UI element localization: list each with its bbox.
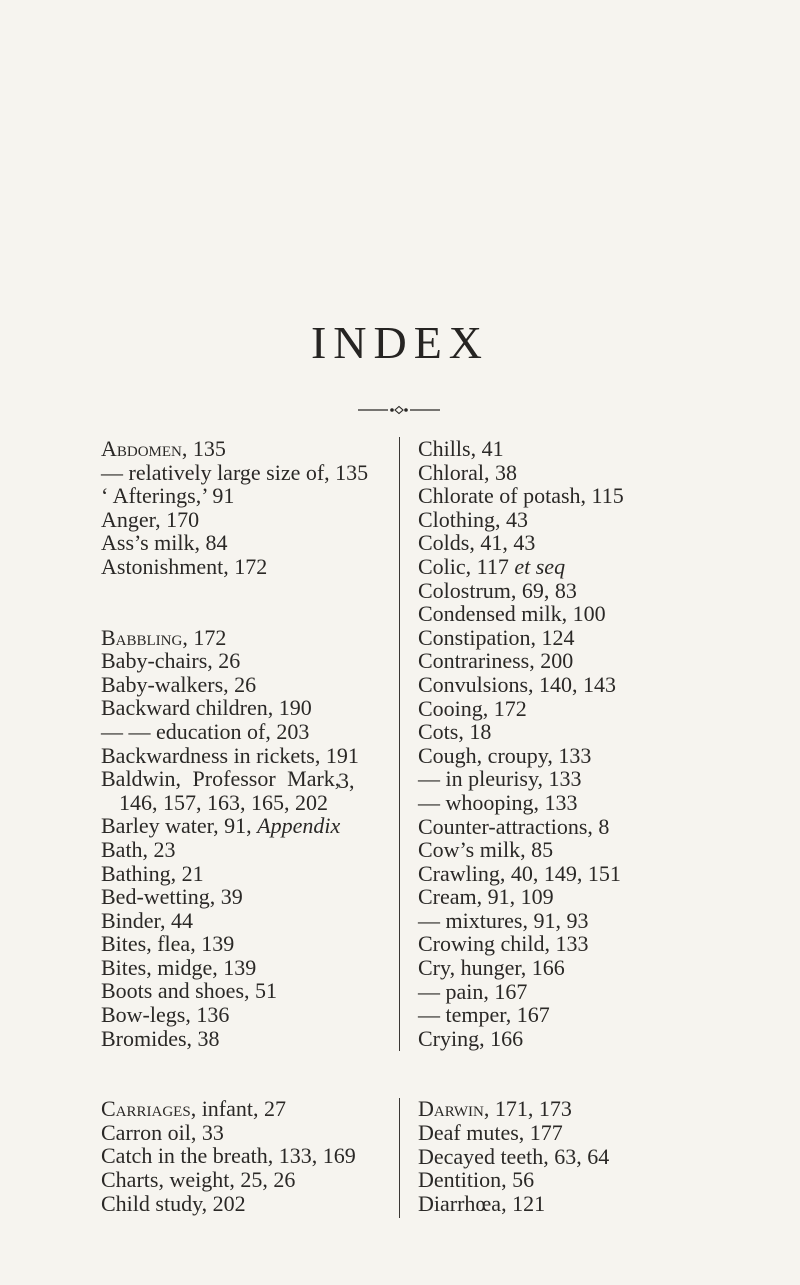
index-entry: Cry, hunger, 166 (418, 955, 565, 981)
index-entry: Cow’s milk, 85 (418, 837, 554, 863)
entry-heading: Darwin (418, 1096, 484, 1122)
index-entry: Crowing child, 133 (418, 931, 589, 957)
index-entry (101, 1097, 336, 1121)
index-entry (101, 626, 336, 650)
index-entry: Contrariness, 200 (418, 648, 574, 674)
index-entry: Baby-walkers, 26 (101, 671, 257, 697)
index-entry: Boots and shoes, 51 (101, 978, 277, 1004)
entry-italic: Appendix (257, 813, 341, 839)
index-entry: Counter-attractions, 8 (418, 813, 610, 839)
index-entry: Child study, 202 (101, 1190, 246, 1216)
index-entry: Ass’s milk, 84 (101, 530, 228, 556)
index-entry: — relatively large size of, 135 (101, 459, 369, 485)
entry-heading: Abdomen (101, 436, 182, 461)
index-entry: Cooing, 172 (418, 695, 527, 721)
index-entry: Chills, 41 (418, 436, 504, 461)
entry-italic: et seq (514, 553, 566, 579)
index-entry: Crawling, 40, 149, 151 (418, 860, 621, 886)
index-entry: Cough, croupy, 133 (418, 742, 592, 768)
index-column-left (101, 436, 369, 1216)
index-entry: Carron oil, 33 (101, 1119, 224, 1145)
index-entry: Convulsions, 140, 143 (418, 671, 617, 697)
index-entry: Cots, 18 (418, 719, 492, 745)
entry-text: Barley water, 91, (101, 813, 258, 839)
entry-pages: , 172 (182, 624, 227, 650)
index-entry: Anger, 170 (101, 506, 200, 532)
entry-pages: , 171, 173 (483, 1096, 572, 1122)
index-entry: — in pleurisy, 133 (418, 766, 582, 792)
ornament-divider (358, 405, 440, 415)
index-entry-continuation: 146, 157, 163, 165, 202 (119, 789, 328, 815)
index-entry: Bath, 23 (101, 836, 176, 862)
index-entry: Bites, flea, 139 (101, 931, 235, 957)
index-entry: Astonishment, 172 (101, 553, 268, 579)
index-group-d (418, 1097, 738, 1215)
index-entry: Condensed milk, 100 (418, 601, 606, 627)
index-entry: Colds, 41, 43 (418, 530, 536, 556)
overflow-page-number: 3, (338, 768, 355, 793)
index-entry: ‘ Afterings,’ 91 (101, 483, 235, 509)
index-group-c-right (418, 437, 738, 1050)
index-entry (418, 1097, 738, 1121)
index-entry: Backward children, 190 (101, 695, 312, 721)
index-group-b (101, 624, 359, 1051)
index-entry: Bites, midge, 139 (101, 954, 257, 980)
entry-pages: , 135 (181, 436, 226, 461)
index-entry: Baby-chairs, 26 (101, 648, 241, 674)
entry-heading: Carriages (101, 1096, 191, 1122)
entry-text: Colic, 117 (418, 553, 515, 579)
index-entry: Bromides, 38 (101, 1025, 220, 1051)
index-entry: Diarrhœa, 121 (418, 1190, 546, 1216)
index-entry (101, 813, 341, 839)
index-entry: Colostrum, 69, 83 (418, 577, 577, 603)
index-entry: — mixtures, 91, 93 (418, 907, 589, 933)
column-rule-upper (399, 437, 400, 1051)
index-entry: Cream, 91, 109 (418, 884, 554, 910)
index-group-a (101, 436, 369, 579)
index-entry: Dentition, 56 (418, 1167, 535, 1193)
index-entry: — pain, 167 (418, 978, 528, 1004)
index-entry: Decayed teeth, 63, 64 (418, 1143, 610, 1169)
entry-pages: , infant, 27 (190, 1096, 287, 1122)
index-entry: Chlorate of potash, 115 (418, 483, 624, 509)
index-entry: Bow-legs, 136 (101, 1002, 230, 1028)
index-entry: Bathing, 21 (101, 860, 204, 886)
index-group-c-left (101, 1096, 356, 1216)
entry-heading: Babbling (101, 624, 183, 650)
index-entry (418, 555, 738, 579)
index-entry: Baldwin, Professor Mark, (101, 766, 341, 792)
index-entry: — whooping, 133 (418, 789, 578, 815)
index-entry: Crying, 166 (418, 1025, 524, 1051)
index-entry: Backwardness in rickets, 191 (101, 742, 359, 768)
index-entry: — temper, 167 (418, 1002, 550, 1028)
index-entry: Deaf mutes, 177 (418, 1120, 563, 1146)
column-rule-lower (399, 1098, 400, 1218)
index-entry: Chloral, 38 (418, 459, 517, 485)
index-entry: Constipation, 124 (418, 624, 575, 650)
index-entry: Charts, weight, 25, 26 (101, 1167, 296, 1193)
index-column-right (418, 437, 738, 1215)
index-entry: Clothing, 43 (418, 506, 529, 532)
index-entry: Binder, 44 (101, 907, 193, 933)
index-title: INDEX (310, 317, 490, 368)
index-entry (101, 437, 336, 461)
index-entry: Catch in the breath, 133, 169 (101, 1143, 356, 1169)
index-entry: Bed-wetting, 39 (101, 884, 243, 910)
index-entry: — — education of, 203 (101, 718, 310, 744)
